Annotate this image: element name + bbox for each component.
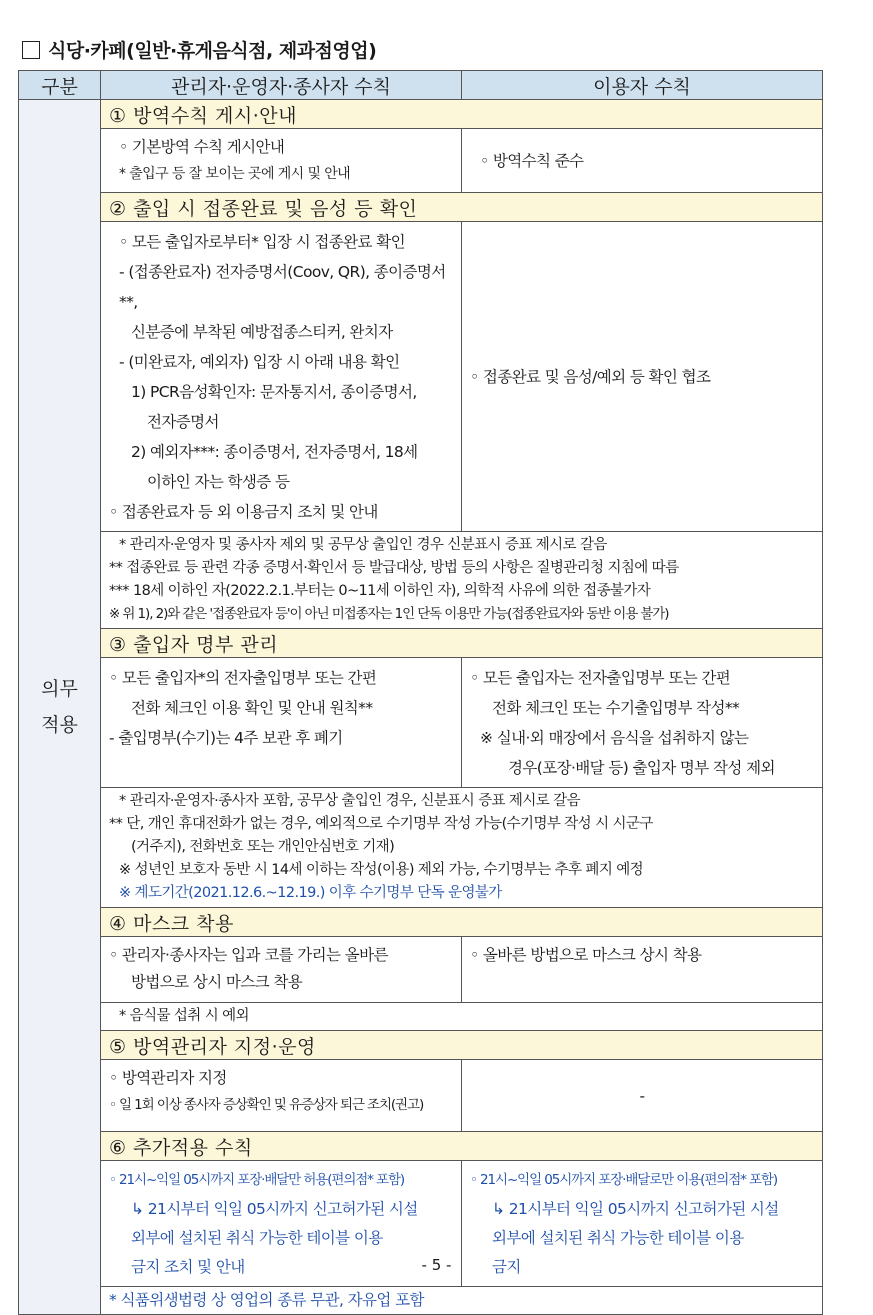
- section-6-note: * 식품위생법령 상 영업의 종류 무관, 자유업 포함: [101, 1287, 823, 1315]
- section-2-notes: * 관리자·운영자 및 종사자 제외 및 공무상 출입인 경우 신분표시 증표 제시로 갈음 ** 접종완료 등 관련 각종 증명서·확인서 등 발급대상, 방법 등의 사항은 질병관리청 지침에 따름 *** 18세 이하인 자(2022.2.1.부터는 0~11세 이하인 자), 의학적 사유에 의한 접종불가자 ※ 위 1), 2)와 같은 '접종완료자 등'이 아닌 미접종자는 1인 단독 이용만 가능(접종완료자와 동반 이용 불가): [101, 532, 823, 629]
- section-2-manager: ◦ 모든 출입자로부터* 입장 시 접종완료 확인 - (접종완료자) 전자증명서(Coov, QR), 종이증명서**, 신분증에 부착된 예방접종스티커, 완치자 - (미완료자, 예외자) 입장 시 아래 내용 확인 1) PCR음성확인자: 문자통지서, 종이증명서, 전자증명서 2) 예외자***: 종이증명서, 전자증명서, 18세 이하인 자는 학생증 등 ◦ 접종완료자 등 외 이용금지 조치 및 안내: [101, 222, 462, 532]
- section-5-user: -: [462, 1060, 823, 1132]
- page-number: - 5 -: [421, 1256, 452, 1274]
- section-5-manager: ◦ 방역관리자 지정 ◦ 일 1회 이상 종사자 증상확인 및 유증상자 퇴근 조치(권고): [101, 1060, 462, 1132]
- section-3-manager: ◦ 모든 출입자*의 전자출입명부 또는 간편 전화 체크인 이용 확인 및 안내 원칙** - 출입명부(수기)는 4주 보관 후 폐기: [101, 658, 462, 788]
- header-manager-rules: 관리자·운영자·종사자 수칙: [101, 71, 462, 100]
- section-6-user: ◦ 21시~익일 05시까지 포장·배달로만 이용(편의점* 포함) ↳ 21시부터 익일 05시까지 신고허가된 시설 외부에 설치된 취식 가능한 테이블 이용 금지: [462, 1161, 823, 1287]
- header-category: 구분: [19, 71, 101, 100]
- section-3-notes: * 관리자·운영자·종사자 포함, 공무상 출입인 경우, 신분표시 증표 제시로 갈음 ** 단, 개인 휴대전화가 없는 경우, 예외적으로 수기명부 작성 가능(수기명부 작성 시 시군구 (거주지), 전화번호 또는 개인안심번호 기재) ※ 성년인 보호자 동반 시 14세 이하는 작성(이용) 제외 가능, 수기명부는 추후 폐지 예정 ※ 계도기간(2021.12.6.~12.19.) 이후 수기명부 단독 운영불가: [101, 788, 823, 908]
- page-title: 식당·카페(일반·휴게음식점, 제과점영업): [22, 36, 376, 63]
- section-6-heading: ⑥ 추가적용 수칙: [101, 1132, 823, 1161]
- section-2-user: ◦ 접종완료 및 음성/예외 등 확인 협조: [462, 222, 823, 532]
- section-2-heading: ② 출입 시 접종완료 및 음성 등 확인: [101, 193, 823, 222]
- checkbox-square-icon: [22, 41, 40, 59]
- section-3-user: ◦ 모든 출입자는 전자출입명부 또는 간편 전화 체크인 또는 수기출입명부 작성** ※ 실내·외 매장에서 음식을 섭취하지 않는 경우(포장·배달 등) 출입자 명부 작성 제외: [462, 658, 823, 788]
- section-6-manager: ◦ 21시~익일 05시까지 포장·배달만 허용(편의점* 포함) ↳ 21시부터 익일 05시까지 신고허가된 시설 외부에 설치된 취식 가능한 테이블 이용 금지 조치 및 안내: [101, 1161, 462, 1287]
- section-4-heading: ④ 마스크 착용: [101, 908, 823, 937]
- section-1-user: ◦ 방역수칙 준수: [462, 129, 823, 193]
- table-header-row: [19, 71, 823, 100]
- section-3-heading: ③ 출입자 명부 관리: [101, 629, 823, 658]
- category-cell: 의무 적용: [19, 100, 101, 1315]
- section-1-manager: ◦ 기본방역 수칙 게시안내 * 출입구 등 잘 보이는 곳에 게시 및 안내: [101, 129, 462, 193]
- section-4-manager: ◦ 관리자·종사자는 입과 코를 가리는 올바른 방법으로 상시 마스크 착용: [101, 937, 462, 1003]
- section-5-heading: ⑤ 방역관리자 지정·운영: [101, 1031, 823, 1060]
- section-4-note: * 음식물 섭취 시 예외: [101, 1003, 823, 1031]
- guideline-table: [18, 70, 823, 1315]
- section-1-heading: ① 방역수칙 게시·안내: [101, 100, 823, 129]
- section-4-user: ◦ 올바른 방법으로 마스크 상시 착용: [462, 937, 823, 1003]
- header-user-rules: 이용자 수칙: [462, 71, 823, 100]
